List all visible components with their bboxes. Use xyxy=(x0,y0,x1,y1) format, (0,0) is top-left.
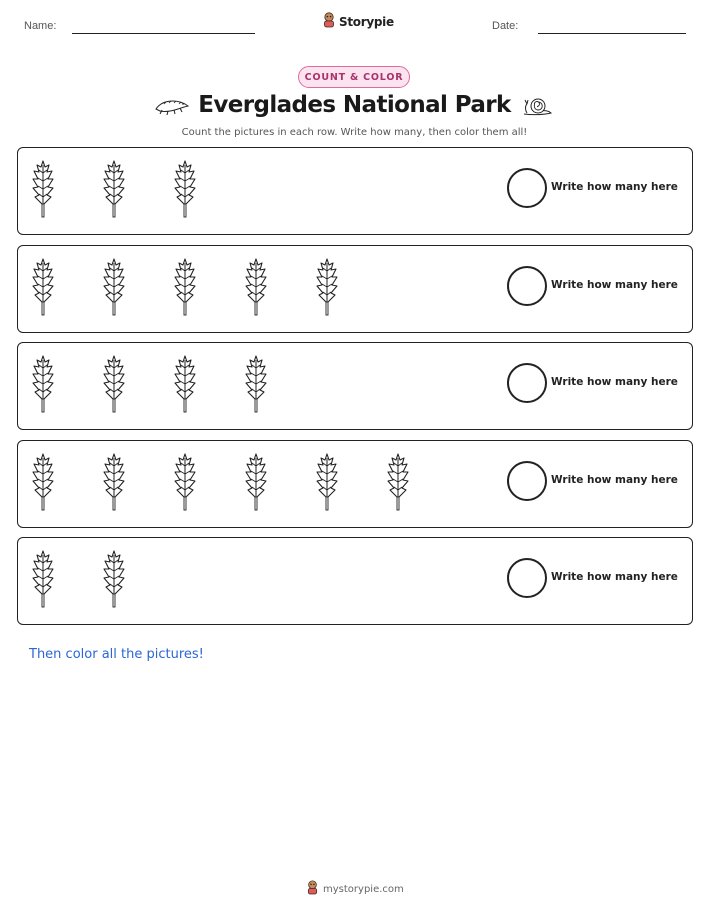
sawgrass-leaf-icon xyxy=(170,354,200,414)
sawgrass-leaf-icon xyxy=(99,257,129,317)
answer-circle[interactable] xyxy=(507,168,547,208)
sawgrass-leaf-icon xyxy=(241,452,271,512)
date-line[interactable] xyxy=(538,33,686,34)
answer-label: Write how many here xyxy=(551,376,678,388)
sawgrass-leaf-icon xyxy=(99,159,129,219)
sawgrass-leaf-icon xyxy=(383,452,413,512)
answer-circle[interactable] xyxy=(507,266,547,306)
page-title: Everglades National Park xyxy=(198,92,511,118)
counting-row xyxy=(17,342,693,430)
instructions: Count the pictures in each row. Write how many, then color them all! xyxy=(181,127,528,138)
sawgrass-leaf-icon xyxy=(99,549,129,609)
snail-icon xyxy=(521,94,553,122)
sawgrass-leaf-icon xyxy=(312,452,342,512)
sawgrass-leaf-icon xyxy=(170,257,200,317)
counting-rows xyxy=(17,147,693,635)
counting-row xyxy=(17,440,693,528)
counting-row xyxy=(17,245,693,333)
sawgrass-leaf-icon xyxy=(170,452,200,512)
footer xyxy=(306,880,404,899)
answer-label: Write how many here xyxy=(551,278,678,291)
sawgrass-leaf-icon xyxy=(241,354,271,414)
sawgrass-leaf-icon xyxy=(312,257,342,317)
answer-circle[interactable] xyxy=(507,363,547,403)
color-instruction: Then color all the pictures! xyxy=(29,647,204,662)
counting-row xyxy=(17,147,693,235)
date-label: Date: xyxy=(492,20,519,32)
sawgrass-leaf-icon xyxy=(28,549,58,609)
brand-logo xyxy=(322,12,394,32)
sawgrass-leaf-icon xyxy=(28,452,58,512)
sawgrass-leaf-icon xyxy=(170,159,200,219)
brand-name: Storypie xyxy=(339,15,394,29)
answer-label: Write how many here xyxy=(551,571,678,583)
storypie-mascot-icon xyxy=(322,12,336,32)
answer-circle[interactable] xyxy=(507,461,547,501)
sawgrass-leaf-icon xyxy=(99,354,129,414)
name-label: Name: xyxy=(24,20,57,32)
sawgrass-leaf-icon xyxy=(28,159,58,219)
activity-badge: COUNT & COLOR xyxy=(298,66,410,88)
name-line[interactable] xyxy=(72,33,255,34)
counting-row xyxy=(17,537,693,625)
answer-circle[interactable] xyxy=(507,558,547,598)
storypie-mascot-icon xyxy=(306,880,319,899)
sawgrass-leaf-icon xyxy=(28,257,58,317)
answer-label: Write how many here xyxy=(551,181,678,193)
sawgrass-leaf-icon xyxy=(99,452,129,512)
answer-label: Write how many here xyxy=(551,473,678,486)
sawgrass-leaf-icon xyxy=(28,354,58,414)
sawgrass-leaf-icon xyxy=(241,257,271,317)
footer-url: mystorypie.com xyxy=(323,884,404,895)
